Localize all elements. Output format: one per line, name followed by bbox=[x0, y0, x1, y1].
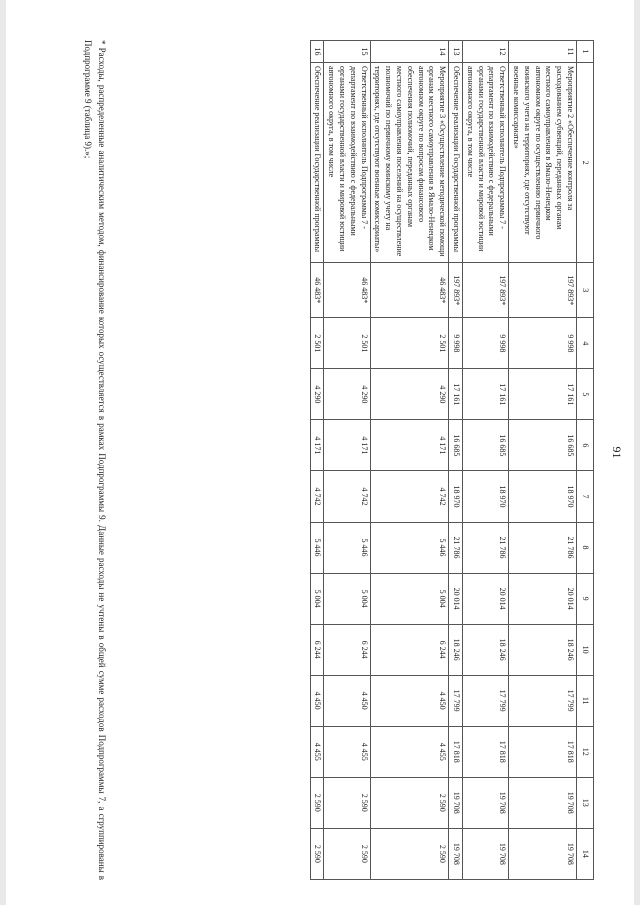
cell-value: 19 708 bbox=[449, 828, 463, 879]
table-row bbox=[324, 41, 370, 880]
cell-value: 2 590 bbox=[310, 828, 324, 879]
cell-value: 19 708 bbox=[449, 777, 463, 828]
cell-value: 4 455 bbox=[370, 726, 449, 777]
cell-value: 2 501 bbox=[370, 318, 449, 369]
cell-value: 197 893* bbox=[509, 263, 577, 318]
cell-value: 2 590 bbox=[324, 777, 370, 828]
cell-value: 9 998 bbox=[509, 318, 577, 369]
cell-value: 4 290 bbox=[324, 369, 370, 420]
cell-value: 17 818 bbox=[509, 726, 577, 777]
column-header: 6 bbox=[577, 420, 594, 471]
cell-value: 4 450 bbox=[324, 675, 370, 726]
row-name: Ответственный исполнитель Подпрограммы 7 - департамент по взаимодействию с федеральными органами государственной власти и мировой юстиции автономного округа, в том числе bbox=[324, 63, 370, 263]
column-header: 7 bbox=[577, 471, 594, 522]
table-row bbox=[370, 41, 449, 880]
cell-value: 4 742 bbox=[324, 471, 370, 522]
cell-value: 18 970 bbox=[463, 471, 509, 522]
column-header: 2 bbox=[577, 63, 594, 263]
cell-value: 5 004 bbox=[370, 573, 449, 624]
cell-value: 4 171 bbox=[370, 420, 449, 471]
cell-value: 5 446 bbox=[310, 522, 324, 573]
cell-value: 19 708 bbox=[509, 777, 577, 828]
cell-value: 2 590 bbox=[370, 777, 449, 828]
row-name: Мероприятие 3 «Осуществление методической помощи органам местного самоуправления в Ямало-Ненецком автономном округе по вопросам финансового обеспечения полномочий, переданных органам местного самоуправления поселений на осуществление полномочий по первичному воинскому учету на территориях, где отсутствуют военные комиссариаты» bbox=[370, 63, 449, 263]
cell-value: 4 171 bbox=[310, 420, 324, 471]
cell-value: 20 014 bbox=[509, 573, 577, 624]
footnote: * Расходы, распределенные аналитическим методом, финансирование которых осуществляется в рамках Подпрограммы 9. Данные расходы не учтены в общей сумме расходов Подпрограммы 7, а сгруппированы в Подпрограмме 9 (таблица 9).»; bbox=[83, 40, 107, 880]
cell-value: 18 970 bbox=[449, 471, 463, 522]
cell-value: 2 501 bbox=[310, 318, 324, 369]
cell-value: 21 786 bbox=[463, 522, 509, 573]
row-number: 14 bbox=[370, 41, 449, 63]
expenditure-table bbox=[310, 40, 594, 880]
row-number: 16 bbox=[310, 41, 324, 63]
document-page bbox=[6, 0, 634, 905]
column-header: 13 bbox=[577, 777, 594, 828]
cell-value: 4 455 bbox=[324, 726, 370, 777]
cell-value: 46 483* bbox=[370, 263, 449, 318]
cell-value: 4 450 bbox=[370, 675, 449, 726]
rotated-content bbox=[6, 0, 634, 905]
cell-value: 46 483* bbox=[324, 263, 370, 318]
cell-value: 6 244 bbox=[324, 624, 370, 675]
row-name: Ответственный исполнитель Подпрограммы 7 - департамент по взаимодействию с федеральными органами государственной власти и мировой юстиции автономного округа, в том числе bbox=[463, 63, 509, 263]
row-number: 12 bbox=[463, 41, 509, 63]
cell-value: 19 708 bbox=[463, 828, 509, 879]
cell-value: 18 246 bbox=[463, 624, 509, 675]
cell-value: 18 246 bbox=[509, 624, 577, 675]
cell-value: 20 014 bbox=[449, 573, 463, 624]
cell-value: 6 244 bbox=[370, 624, 449, 675]
cell-value: 17 161 bbox=[509, 369, 577, 420]
cell-value: 4 742 bbox=[370, 471, 449, 522]
column-header: 11 bbox=[577, 675, 594, 726]
row-number: 11 bbox=[509, 41, 577, 63]
column-header: 10 bbox=[577, 624, 594, 675]
table-row bbox=[463, 41, 509, 880]
cell-value: 18 246 bbox=[449, 624, 463, 675]
cell-value: 2 590 bbox=[310, 777, 324, 828]
cell-value: 4 290 bbox=[310, 369, 324, 420]
cell-value: 19 708 bbox=[509, 828, 577, 879]
row-name: Мероприятие 2 «Обеспечение контроля за расходованием субвенций, переданных органам местного самоуправления в Ямало-Ненецком автономном округе по осуществлению первичного воинского учета на территориях, где отсутствуют военные комиссариаты» bbox=[509, 63, 577, 263]
cell-value: 21 786 bbox=[449, 522, 463, 573]
header-row bbox=[577, 41, 594, 880]
cell-value: 16 685 bbox=[449, 420, 463, 471]
column-header: 3 bbox=[577, 263, 594, 318]
cell-value: 4 171 bbox=[324, 420, 370, 471]
column-header: 8 bbox=[577, 522, 594, 573]
cell-value: 2 501 bbox=[324, 318, 370, 369]
table-row bbox=[310, 41, 324, 880]
row-name: Обеспечение реализации Государственной программы bbox=[449, 63, 463, 263]
cell-value: 4 450 bbox=[310, 675, 324, 726]
column-header: 5 bbox=[577, 369, 594, 420]
cell-value: 9 998 bbox=[463, 318, 509, 369]
column-header: 14 bbox=[577, 828, 594, 879]
cell-value: 16 685 bbox=[509, 420, 577, 471]
cell-value: 17 799 bbox=[509, 675, 577, 726]
cell-value: 2 590 bbox=[370, 828, 449, 879]
cell-value: 5 004 bbox=[324, 573, 370, 624]
cell-value: 17 799 bbox=[463, 675, 509, 726]
cell-value: 19 708 bbox=[463, 777, 509, 828]
row-number: 13 bbox=[449, 41, 463, 63]
cell-value: 4 455 bbox=[310, 726, 324, 777]
cell-value: 17 161 bbox=[449, 369, 463, 420]
cell-value: 17 818 bbox=[449, 726, 463, 777]
cell-value: 17 799 bbox=[449, 675, 463, 726]
cell-value: 2 590 bbox=[324, 828, 370, 879]
column-header: 1 bbox=[577, 41, 594, 63]
cell-value: 46 483* bbox=[310, 263, 324, 318]
cell-value: 17 818 bbox=[463, 726, 509, 777]
column-header: 9 bbox=[577, 573, 594, 624]
cell-value: 17 161 bbox=[463, 369, 509, 420]
cell-value: 9 998 bbox=[449, 318, 463, 369]
cell-value: 16 685 bbox=[463, 420, 509, 471]
cell-value: 21 786 bbox=[509, 522, 577, 573]
cell-value: 18 970 bbox=[509, 471, 577, 522]
cell-value: 197 893* bbox=[463, 263, 509, 318]
cell-value: 6 244 bbox=[310, 624, 324, 675]
row-number: 15 bbox=[324, 41, 370, 63]
column-header: 12 bbox=[577, 726, 594, 777]
row-name: Обеспечение реализации Государственной программы bbox=[310, 63, 324, 263]
cell-value: 5 446 bbox=[324, 522, 370, 573]
page-number: 91 bbox=[610, 446, 624, 459]
cell-value: 5 004 bbox=[310, 573, 324, 624]
table-row bbox=[449, 41, 463, 880]
cell-value: 4 742 bbox=[310, 471, 324, 522]
table-row bbox=[509, 41, 577, 880]
cell-value: 20 014 bbox=[463, 573, 509, 624]
cell-value: 4 290 bbox=[370, 369, 449, 420]
cell-value: 5 446 bbox=[370, 522, 449, 573]
column-header: 4 bbox=[577, 318, 594, 369]
cell-value: 197 893* bbox=[449, 263, 463, 318]
